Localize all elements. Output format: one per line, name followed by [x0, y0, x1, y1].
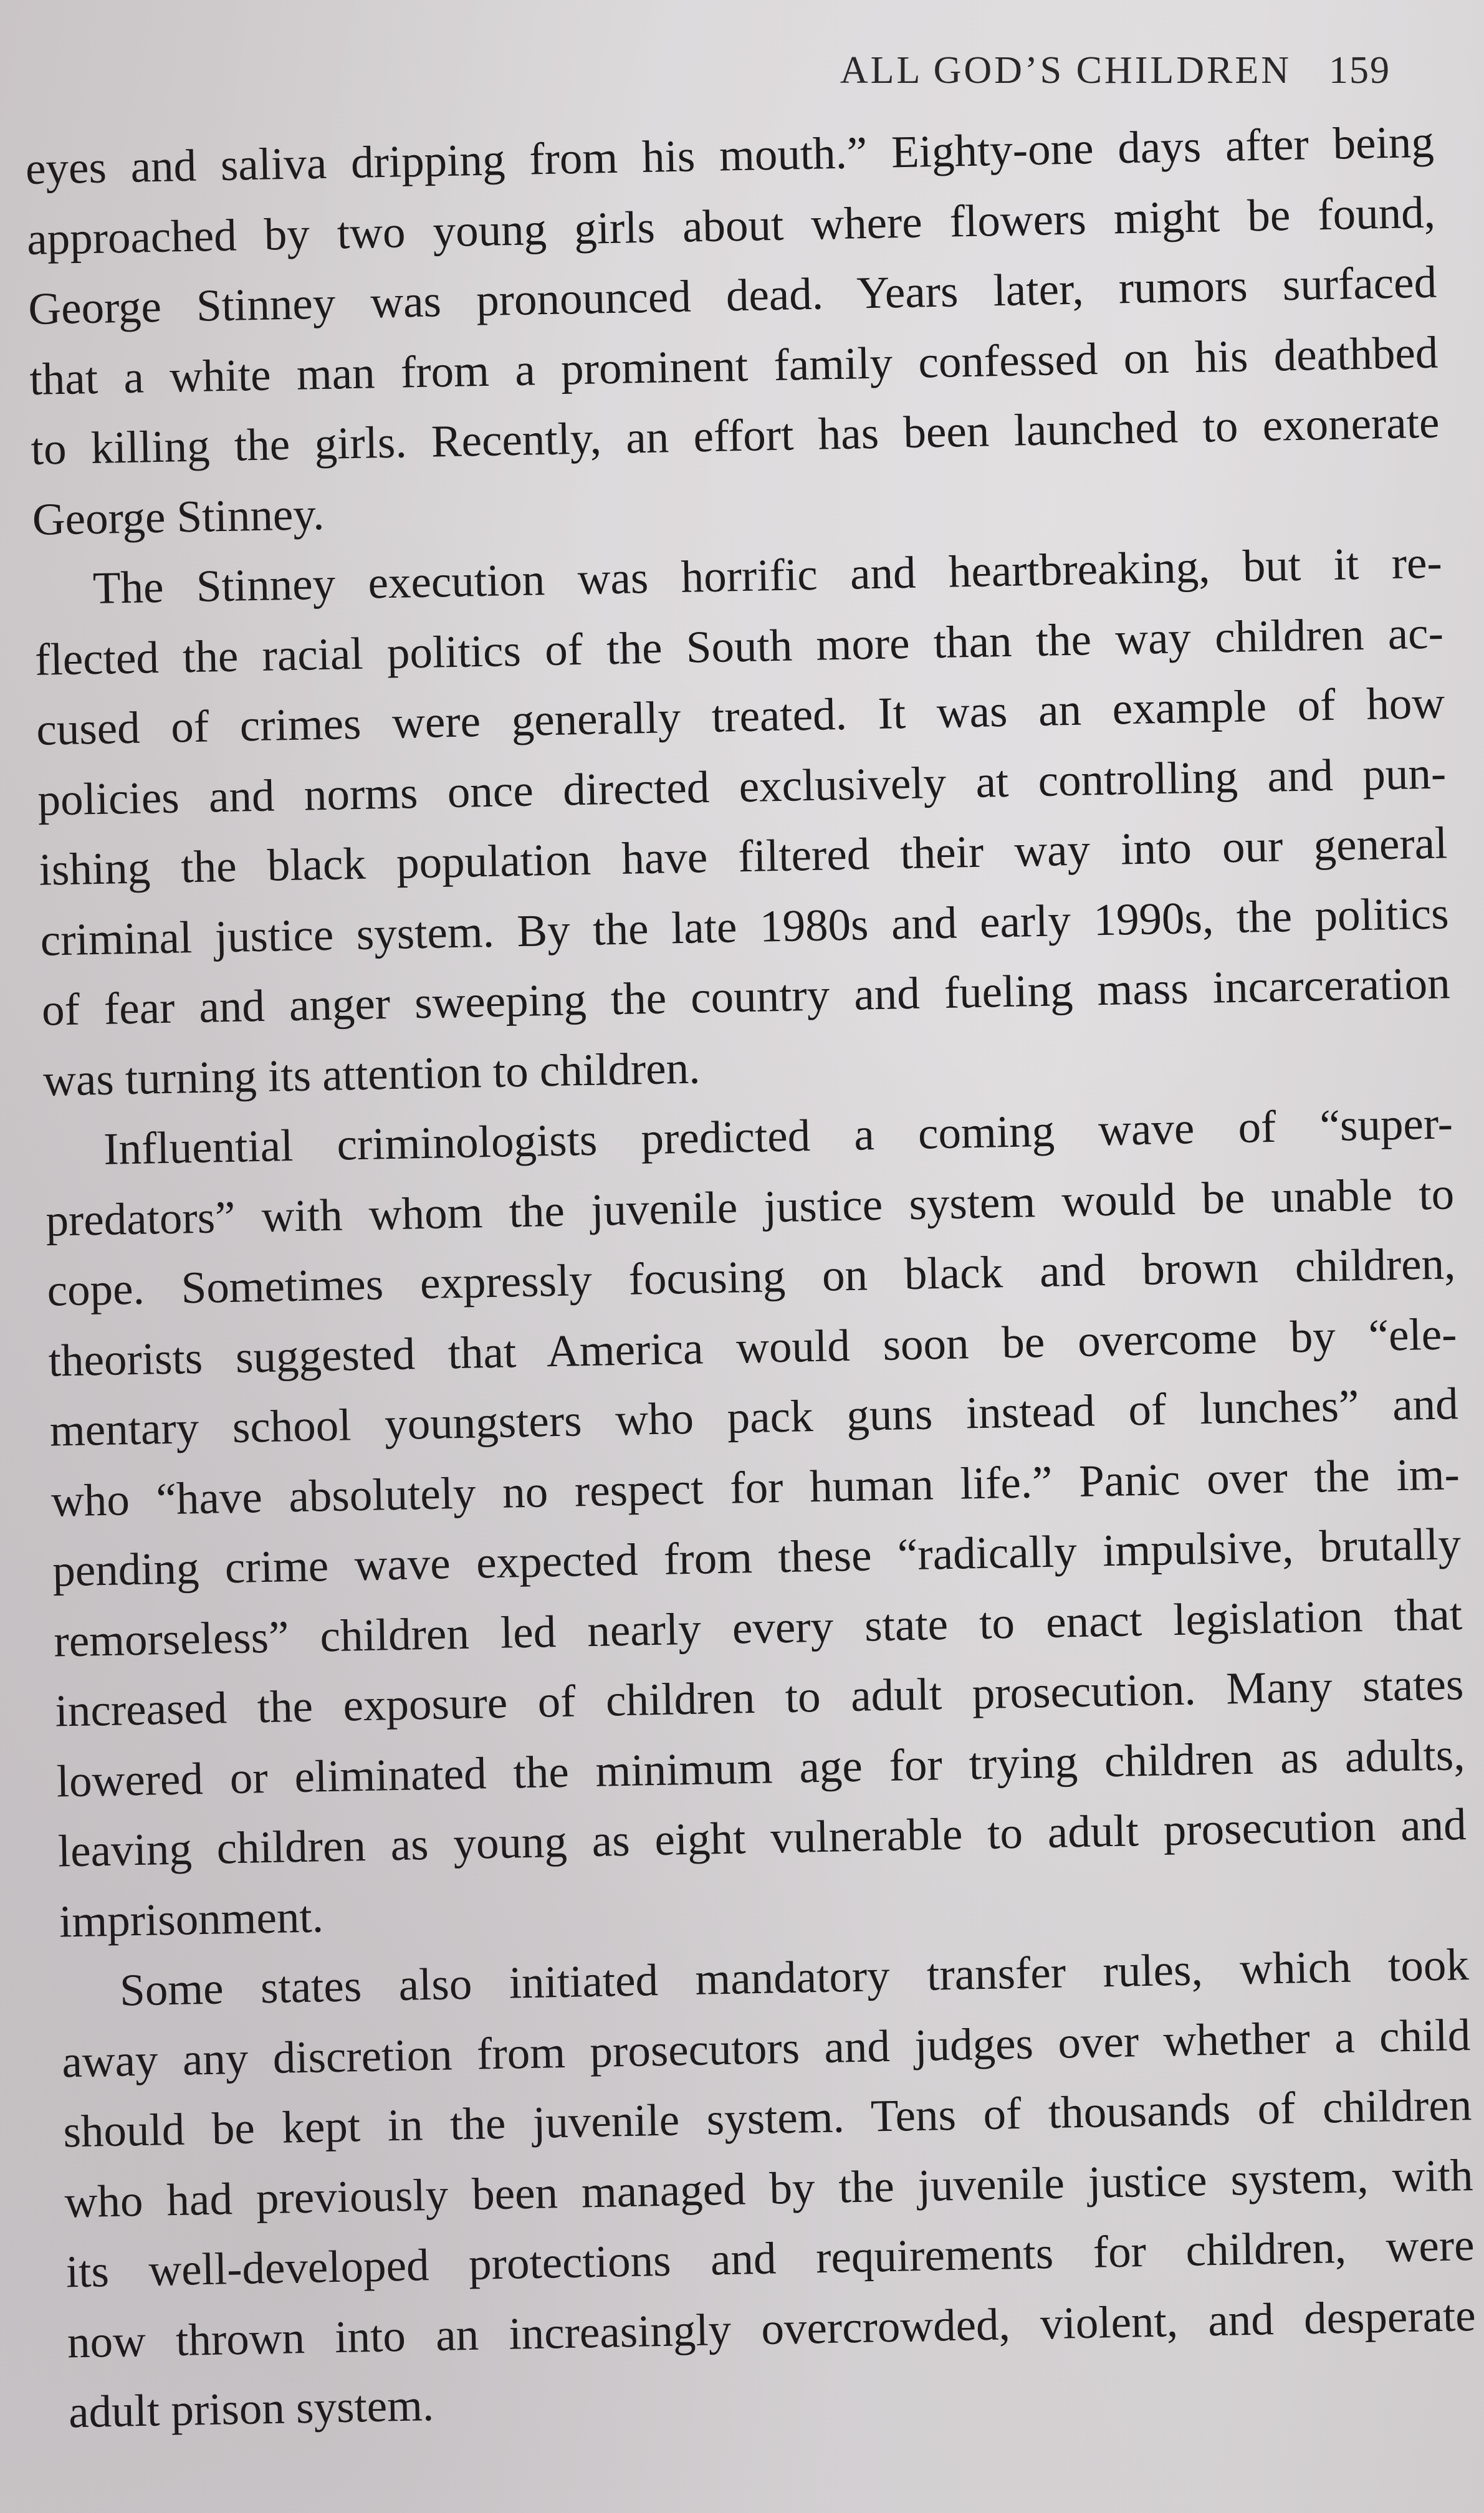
- text-line: approached by two young girls about where flowers might be found,: [26, 186, 1436, 264]
- text-line: ishing the black population have filtered their way into our general: [38, 817, 1448, 895]
- text-line: cused of crimes were generally treated. It was an example of how: [36, 677, 1445, 755]
- text-line: mentary school youngsters who pack guns instead of lunches” and: [49, 1378, 1459, 1456]
- text-line: was turning its attention to children.: [42, 1041, 701, 1106]
- text-line: cope. Sometimes expressly focusing on black and brown children,: [46, 1238, 1456, 1316]
- text-line: George Stinney.: [32, 488, 325, 545]
- text-line: should be kept in the juvenile system. Tens of thousands of children: [62, 2079, 1472, 2157]
- text-line: to killing the girls. Recently, an effort has been launched to exonerate: [30, 396, 1440, 474]
- text-line: theorists suggested that America would soon be overcome by “ele-: [48, 1308, 1458, 1386]
- text-line: policies and norms once directed exclusively at controlling and pun-: [37, 747, 1447, 825]
- body-text: [25, 107, 1478, 2448]
- text-line: George Stinney was pronounced dead. Years later, rumors surfaced: [27, 256, 1437, 334]
- running-title: ALL GOD’S CHILDREN: [840, 49, 1291, 92]
- text-line: that a white man from a prominent family confessed on his deathbed: [29, 327, 1439, 404]
- text-line: of fear and anger sweeping the country and fueling mass incarceration: [41, 957, 1451, 1035]
- text-line: its well-developed protections and requirements for children, were: [65, 2219, 1475, 2297]
- text-line: away any discretion from prosecutors and judges over whether a child: [61, 2009, 1471, 2087]
- text-line: remorseless” children led nearly every state to enact legislation that: [53, 1588, 1463, 1667]
- text-line: flected the racial politics of the South more than the way children ac-: [34, 606, 1444, 685]
- text-line: now thrown into an increasingly overcrowded, violent, and desperate: [67, 2289, 1477, 2367]
- text-line: eyes and saliva dripping from his mouth.” Eighty-one days after being: [25, 116, 1435, 194]
- running-header: [840, 49, 1391, 93]
- page-number: 159: [1329, 49, 1391, 92]
- text-line: criminal justice system. By the late 1980s and early 1990s, the politics: [40, 887, 1450, 965]
- text-line: lowered or eliminated the minimum age for trying children as adults,: [55, 1728, 1466, 1807]
- text-line: predators” with whom the juvenile justice system would be unable to: [45, 1167, 1455, 1246]
- text-line: who had previously been managed by the juvenile justice system, with: [64, 2149, 1474, 2227]
- text-line: increased the exposure of children to adult prosecution. Many states: [54, 1659, 1464, 1736]
- text-line: who “have absolutely no respect for human life.” Panic over the im-: [50, 1448, 1460, 1526]
- text-line: pending crime wave expected from these “radically impulsive, brutally: [52, 1518, 1462, 1596]
- text-line: adult prison system.: [68, 2380, 434, 2438]
- text-line: leaving children as young as eight vulnerable to adult prosecution and: [57, 1799, 1467, 1877]
- text-line: imprisonment.: [59, 1890, 324, 1946]
- text-line: Some states also initiated mandatory transfer rules, which took: [119, 1939, 1470, 2016]
- text-line: The Stinney execution was horrific and heartbreaking, but it re-: [92, 537, 1443, 614]
- text-line: Influential criminologists predicted a coming wave of “super-: [103, 1098, 1453, 1174]
